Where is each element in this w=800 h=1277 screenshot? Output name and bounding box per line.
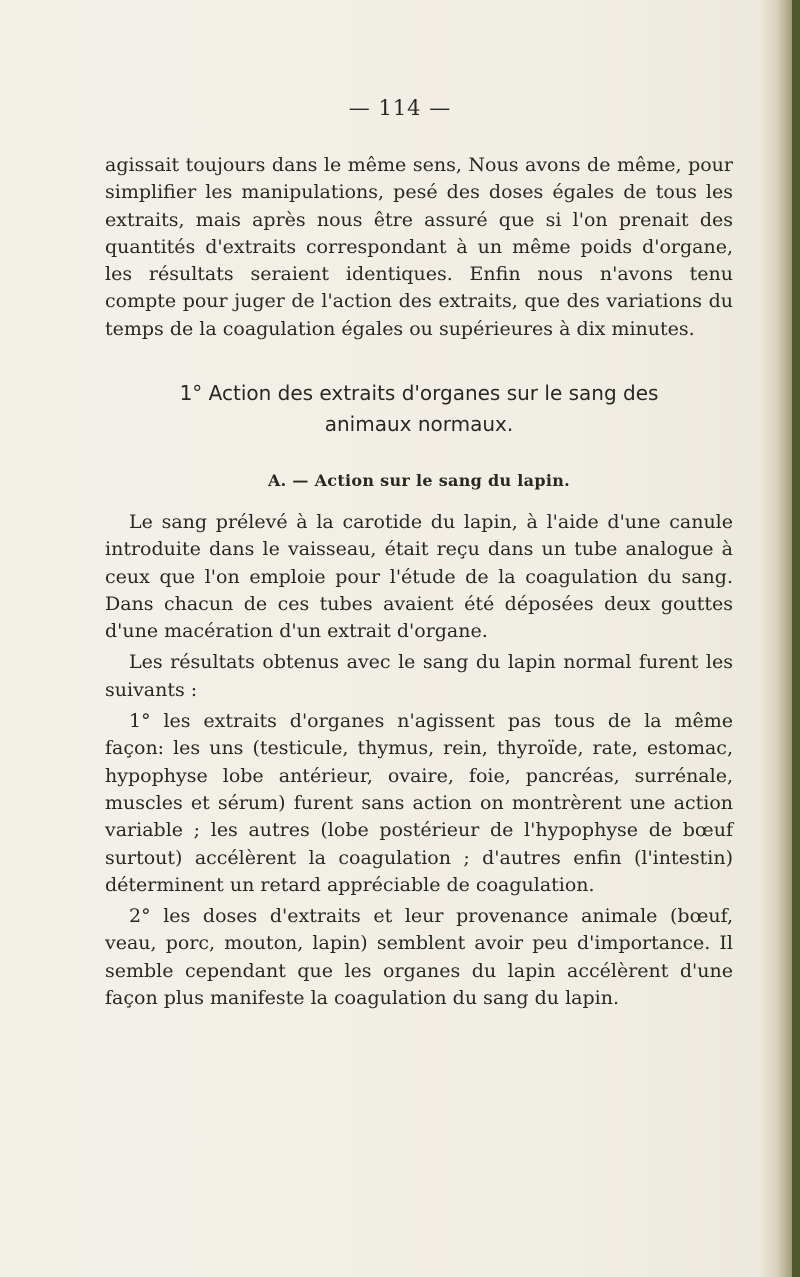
page-edge-binding [762,0,800,1277]
paragraph-result-2: 2° les doses d'extraits et leur provenance animale (bœuf, veau, porc, mouton, lapin) semblent avoir peu d'importance. Il semble cependant que les organes du lapin accélèrent d'une façon plus manifeste la coagulation du sang du lapin. [105,905,733,1010]
section-heading-line-2: animaux normaux. [324,412,514,436]
paragraph-results-intro: Les résultats obtenus avec le sang du lapin normal furent les suivants : [105,651,733,701]
subsection-heading: A. — Action sur le sang du lapin. [267,471,571,490]
section-body [105,509,733,1016]
paragraph-result-1: 1° les extraits d'organes n'agissent pas tous de la même façon: les uns (testicule, thymus, rein, thyroïde, rate, estomac, hypophyse lobe antérieur, ovaire, foie, pancréas, surrénale, muscles et sérum) furent sans action on montrèrent une action variable ; les autres (lobe postérieur de l'hypophyse de bœuf surtout) accélèrent la coagulation ; d'autres enfin (l'intestin) déterminent un retard appréciable de coagulation. [105,710,733,896]
section-heading-line-1: 1° Action des extraits d'organes sur le sang des [179,381,659,405]
intro-paragraph: agissait toujours dans le même sens, Nous avons de même, pour simplifier les manipulations, pesé des doses égales de tous les extraits, mais après nous être assuré que si l'on prenait des quantités d'extraits correspondant à un même poids d'organe, les résultats seraient identiques. Enfin nous n'avons tenu compte pour juger de l'action des extraits, que des variations du temps de la coagulation égales ou supérieures à dix minutes. [105,154,733,340]
page-number: — 114 — [348,96,452,120]
intro-paragraph-block [105,152,733,343]
paragraph-blood-collection: Le sang prélevé à la carotide du lapin, à l'aide d'une canule introduite dans le vaisseau, était reçu dans un tube analogue à ceux que l'on emploie pour l'étude de la coagulation du sang. Dans chacun de ces tubes avaient été déposées deux gouttes d'une macération d'un extrait d'organe. [105,511,733,643]
section-heading [105,378,733,440]
